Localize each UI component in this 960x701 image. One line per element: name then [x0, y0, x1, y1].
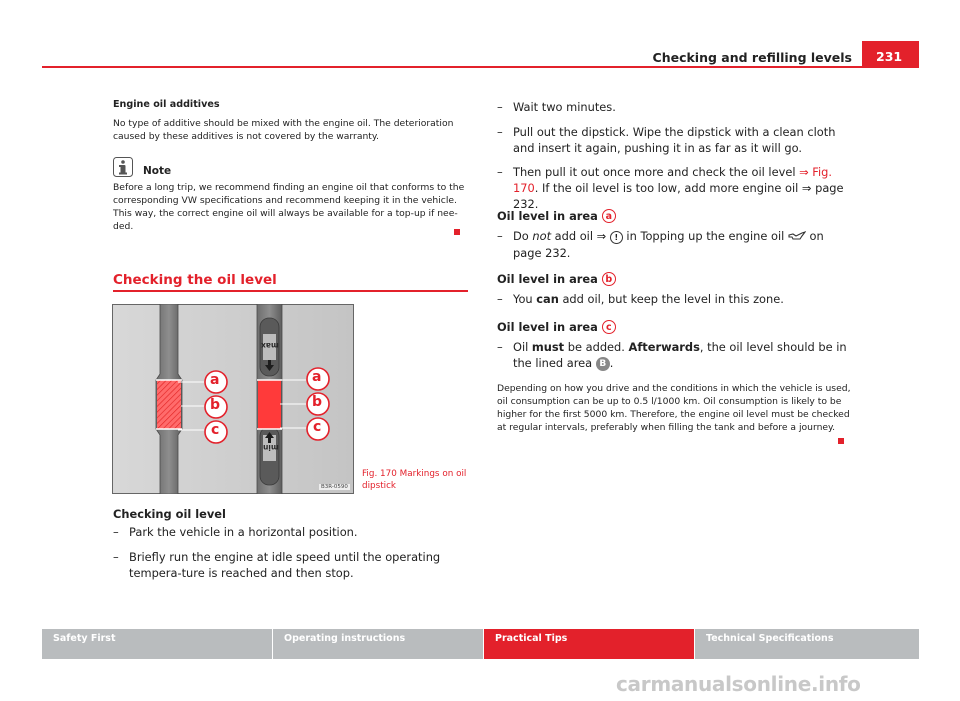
consumption-paragraph: Depending on how you drive and the conditions in which the vehicle is used, oil consumption can be up to 0.5 l/1000 km. Oil consumption is likely to be higher for the first 5000 km. Therefore, the engine oil level must be checked at regular intervals, preferably when filling the tank and before a journey. — [497, 383, 851, 433]
area-a-text: – Do not add oil ⇒ ! in Topping up the engine oil on page 232. — [497, 229, 824, 260]
area-c-badge: c — [602, 320, 616, 334]
step-pull-out: – Pull out the dipstick. Wipe the dipstick with a clean cloth and insert it again, pushing it in as far as it will go. — [497, 125, 836, 155]
fig-code: B3R-0590 — [321, 484, 348, 490]
running-header-title: Checking and refilling levels — [652, 50, 852, 65]
dipstick-figure — [112, 304, 354, 494]
caption-number: Fig. 170 — [362, 469, 397, 479]
area-lined-badge: B — [596, 357, 610, 371]
area-c-heading: Oil level in area c — [497, 319, 616, 335]
additives-text: No type of additive should be mixed with the engine oil. The deterioration caused by these additives is not covered by the warranty. — [113, 118, 454, 142]
end-marker — [454, 229, 460, 235]
area-b-text: – You can add oil, but keep the level in this zone. — [497, 292, 784, 306]
fig-label-a-right: a — [312, 369, 322, 385]
header-rule — [42, 66, 919, 68]
area-b-heading: Oil level in area b — [497, 271, 616, 287]
footer-tab-safety-first[interactable]: Safety First — [42, 629, 272, 659]
fig-label-c-right: c — [313, 419, 322, 435]
checking-heading: Checking oil level — [113, 507, 226, 521]
caption-text: Markings on oil dipstick — [362, 469, 467, 491]
step-engine: – Briefly run the engine at idle speed until the operating tempera-ture is reached and then stop. — [113, 550, 441, 580]
fig-min-text: min — [263, 443, 279, 452]
area-b-badge: b — [602, 272, 616, 286]
section-title: Checking the oil level — [113, 272, 277, 288]
fig-label-b: b — [210, 397, 221, 413]
fig-label-b-right: b — [312, 394, 323, 410]
step-park: – Park the vehicle in a horizontal position. — [113, 525, 358, 539]
additives-heading: Engine oil additives — [113, 99, 220, 110]
page-number: 231 — [862, 41, 919, 68]
area-a-badge: a — [602, 209, 616, 223]
note-text: Before a long trip, we recommend finding an engine oil that conforms to the corresponding VW specifications and recommend keeping it in the vehicle. This way, the correct engine oil will always be available for a top-up if nee-ded. — [113, 182, 465, 232]
area-c-text: – Oil must be added. Afterwards, the oil level should be in the lined area B . — [497, 340, 847, 370]
oil-can-icon — [788, 229, 806, 245]
step-check: – Then pull it out once more and check the oil level ⇒ Fig. 170. If the oil level is too low, add more engine oil ⇒ page 232. — [497, 165, 844, 211]
footer-tab-practical-tips[interactable]: Practical Tips — [484, 629, 694, 659]
note-label: Note — [143, 165, 172, 177]
fig-link[interactable]: ⇒ Fig. 170 — [513, 165, 833, 195]
footer-tab-technical-specifications[interactable]: Technical Specifications — [695, 629, 919, 659]
end-marker-right — [838, 438, 844, 444]
fig-label-a: a — [210, 372, 220, 388]
section-rule — [113, 290, 468, 292]
step-wait: – Wait two minutes. — [497, 100, 616, 114]
area-a-heading: Oil level in area a — [497, 208, 616, 224]
figure-caption — [362, 468, 472, 492]
note-icon — [113, 157, 133, 177]
fig-label-c: c — [211, 422, 220, 438]
warning-circle-icon: ! — [610, 231, 623, 244]
fig-max-text: max — [261, 341, 279, 350]
watermark: carmanualsonline.info — [616, 672, 861, 696]
footer-tab-operating-instructions[interactable]: Operating instructions — [273, 629, 483, 659]
